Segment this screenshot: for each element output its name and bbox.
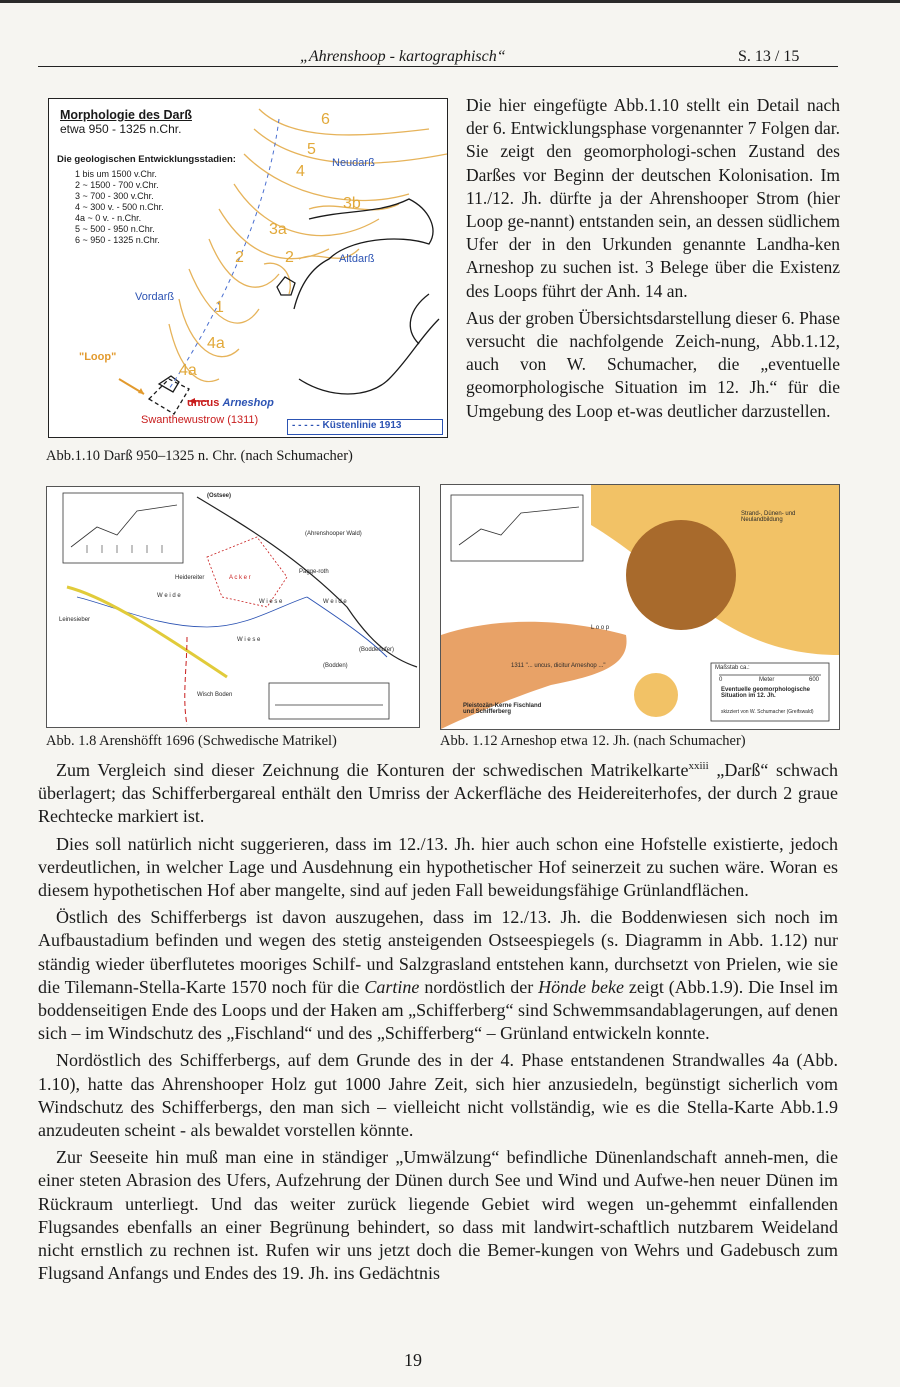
- phase-number: 2: [235, 249, 244, 266]
- body-text-run: Östlich des Schifferbergs ist davon auszugehen, dass im 12./13. Jh. die Boddenwiesen sich noch im Aufbaustadium befinden und wegen des stetig ansteigenden Ostseespiegels (s. Diagramm in Abb. 1.12) nur ständig wieder überflutetes mooriges Schilf- und Salzgrasland entstehen kann, durchsetzt von Prielen, wie sie die Tilemann-Stella-Karte 1570 noch für die: [38, 907, 838, 997]
- phase-number: 1: [215, 299, 224, 316]
- map1-subtitle: etwa 950 - 1325 n.Chr.: [60, 122, 182, 136]
- body-text-run: zeigt (Abb.1.9). Die Insel im boddenseitigen Ende des Loops und der Haken am „Schifferberg“ sind Schwemmsandablagerungen, auf denen sich – im Windschutz des „Fischland“ und des „Schifferberg“ – Grünland entwickeln konnte.: [38, 976, 838, 1044]
- label-loop: "Loop": [79, 351, 117, 363]
- label-swanthewustrow: Swanthewustrow (1311): [141, 414, 259, 426]
- body-text: [38, 755, 838, 1289]
- phase-number: 4a: [179, 362, 197, 379]
- label-situation-title: Eventuelle geomorphologische Situation im 12. Jh.: [721, 687, 811, 699]
- label-loop: L o o p: [591, 625, 610, 631]
- page-number: 19: [404, 1350, 422, 1370]
- label-bodden: (Bodden): [323, 663, 348, 669]
- body-italic: Cartine: [364, 976, 420, 997]
- caption-abb-1-8: Abb. 1.8 Arenshöfft 1696 (Schwedische Matrikel): [46, 733, 337, 749]
- label-uncus-arneshop: [187, 397, 274, 409]
- phase-number: 3a: [269, 221, 287, 238]
- label-vordarss: Vordarß: [135, 291, 175, 303]
- label-kuestenlinie: - - - - - Küstenlinie 1913: [287, 419, 443, 435]
- phase-number: 2: [285, 249, 294, 266]
- column-paragraph: Die hier eingefügte Abb.1.10 stellt ein Detail nach der 6. Entwicklungsphase vorgenannter 7 Folgen dar. Sie zeigt den geomorphologi-schen Zustand des Darßes vor Beginn der deutschen Kolonisation. Im 11./12. Jh. dürfte ja der Ahrenshooper Strom (hier Loop ge-nannt) entstanden sein, an dessen südlichem Ufer der in den Urkunden genannte Landha-ken Arneshop zu suchen ist. 3 Belege über die Existenz des Loops führt der Anh. 14 an.: [466, 95, 840, 301]
- column-paragraph: Aus der groben Übersichtsdarstellung dieser 6. Phase versucht die nachfolgende Zeich-nung, Abb.1.12, auch von W. Schumacher, die „eventuelle geomorphologische Situation im 12. Jh.“ für die Umgebung des Loop et-was deutlicher darzustellen.: [466, 307, 840, 421]
- label-ostsee: (Ostsee): [207, 493, 232, 499]
- morphology-drawing: [49, 99, 448, 438]
- label-uncus: uncus: [187, 397, 220, 409]
- label-weide: W e i d e: [157, 593, 181, 599]
- label-credit: skizziert von W. Schumacher (Greifswald): [721, 709, 814, 715]
- body-text-run: nordöstlich der: [419, 976, 539, 997]
- legend-item: 4 ~ 300 v. - 500 n.Chr.: [75, 202, 164, 212]
- legend-item: 6 ~ 950 - 1325 n.Chr.: [75, 235, 160, 245]
- body-text-run: Zum Vergleich sind dieser Zeichnung die Konturen der schwedischen Matrikelkarte: [56, 760, 689, 780]
- label-scale-end: 600: [809, 677, 820, 683]
- body-paragraph: [38, 906, 838, 1045]
- footnote-ref: xxiii: [688, 760, 709, 772]
- label-scale-start: 0: [719, 677, 723, 683]
- header-title: „Ahrenshoop - kartographisch“: [300, 48, 506, 65]
- map-arneshop-12jh: [440, 484, 840, 730]
- caption-abb-1-10: Abb.1.10 Darß 950–1325 n. Chr. (nach Schumacher): [46, 448, 353, 464]
- legend-item: 5 ~ 500 - 950 n.Chr.: [75, 224, 155, 234]
- label-ahrenshooper-wald: (Ahrenshooper Wald): [305, 531, 362, 537]
- map1-legend-heading: Die geologischen Entwicklungsstadien:: [57, 154, 236, 165]
- legend-item: 3 ~ 700 - 300 v.Chr.: [75, 191, 154, 201]
- body-paragraph: [38, 755, 838, 829]
- map-darss-morphology: [48, 98, 448, 438]
- label-acker: A c k e r: [229, 575, 251, 581]
- phase-number: 4a: [207, 335, 225, 352]
- label-strand-duenen: Strand-, Dünen- und Neulandbildung: [741, 511, 796, 523]
- label-uncus: 1311 "... uncus, dicitur Arneshop ...": [511, 663, 606, 669]
- label-altdarss: Altdarß: [339, 253, 375, 265]
- body-paragraph: Dies soll natürlich nicht suggerieren, dass im 12./13. Jh. hier auch schon eine Hofstelle existierte, jedoch verdeutlichen, in welcher Lage und Ausdehnung ein hypothetischer Hof seinerzeit zu suchen wäre. Woran es diesem hypothetischen Hof aber mangelte, sind auf jeden Fall beweidungsfähige Grünlandflächen.: [38, 833, 838, 901]
- phase-number: 3b: [343, 195, 361, 212]
- phase-number: 6: [321, 111, 330, 128]
- label-pagge: Pagge-roth: [299, 569, 329, 575]
- column-text: [466, 94, 840, 427]
- header-rule: [38, 66, 838, 67]
- legend-item: 1 bis um 1500 v.Chr.: [75, 169, 157, 179]
- legend-item: 4a ~ 0 v. - n.Chr.: [75, 213, 142, 223]
- label-massstab: Maßstab ca.:: [715, 665, 750, 671]
- label-pleistozaen: Pleistozän-Kerne Fischland und Schifferberg: [463, 703, 542, 715]
- body-text-run: „Darß“ schwach überlagert; das Schifferbergareal enthält den Umriss der Ackerfläche des Heidereiterhofes, der durch 2 graue Rechtecke markiert ist.: [38, 760, 838, 827]
- body-paragraph: Zur Seeseite hin muß man eine in ständiger „Umwälzung“ befindliche Dünenlandschaft anneh-men, die einer steten Abrasion des Ufers, Aufzehrung der Dünen durch See und Wind und Aufwe-hen neuer Dünen im Rückraum unterliegt. Und das weiter zurück liegende Gebiet wird wegen un-gehemmt einfallenden Flugsandes ebenfalls an einer Begrünung behindert, so dass mit landwirt-schaftlich nutzbarem Weideland nicht ernstlich zu rechnen ist. Rufen wir uns jetzt doch die Bemer-kungen von Wehrs und Gadebusch zum Flugsand Anfangs und Endes des 19. Jh. ins Gedächtnis: [38, 1147, 838, 1284]
- caption-abb-1-12: Abb. 1.12 Arneshop etwa 12. Jh. (nach Schumacher): [440, 733, 746, 749]
- label-scale-unit: Meter: [759, 677, 775, 683]
- label-heidereiter: Heidereiter: [175, 575, 205, 581]
- label-weide: W e i d e: [323, 599, 347, 605]
- label-boddenufer: (Boddenufer): [359, 647, 395, 653]
- label-wisch-boden: Wisch Boden: [197, 692, 233, 698]
- label-leinesieber: Leinesieber: [59, 617, 91, 623]
- map1-legend: [75, 169, 164, 246]
- label-wiese: W i e s e: [237, 637, 261, 643]
- body-paragraph: Nordöstlich des Schifferbergs, auf dem Grunde des in der 4. Phase entstandenen Strandwalles 4a (Abb. 1.10), hatte das Ahrenshooper Holz gut 1000 Jahre Zeit, sich hier anzusiedeln, begünstigt sicherlich vom Windschutz des Schifferbergs, den man sich – vielleicht nicht vollständig, wie es die Stella-Karte Abb.1.9 anzudeuten scheint - als bewaldet vorstellen könnte.: [38, 1050, 838, 1141]
- body-italic: Hönde beke: [538, 976, 624, 997]
- map-arenshoefft-1696: [46, 486, 420, 728]
- phase-number: 5: [307, 141, 316, 158]
- label-neudarss: Neudarß: [332, 157, 375, 169]
- label-arneshop: Arneshop: [222, 397, 274, 409]
- top-rule: [0, 0, 900, 3]
- label-wiese: W i e s e: [259, 599, 283, 605]
- matrikel-drawing: [47, 487, 419, 727]
- header-page: S. 13 / 15: [738, 48, 800, 65]
- legend-item: 2 ~ 1500 - 700 v.Chr.: [75, 180, 159, 190]
- phase-number: 4: [296, 163, 305, 180]
- map1-title: Morphologie des Darß: [60, 108, 192, 122]
